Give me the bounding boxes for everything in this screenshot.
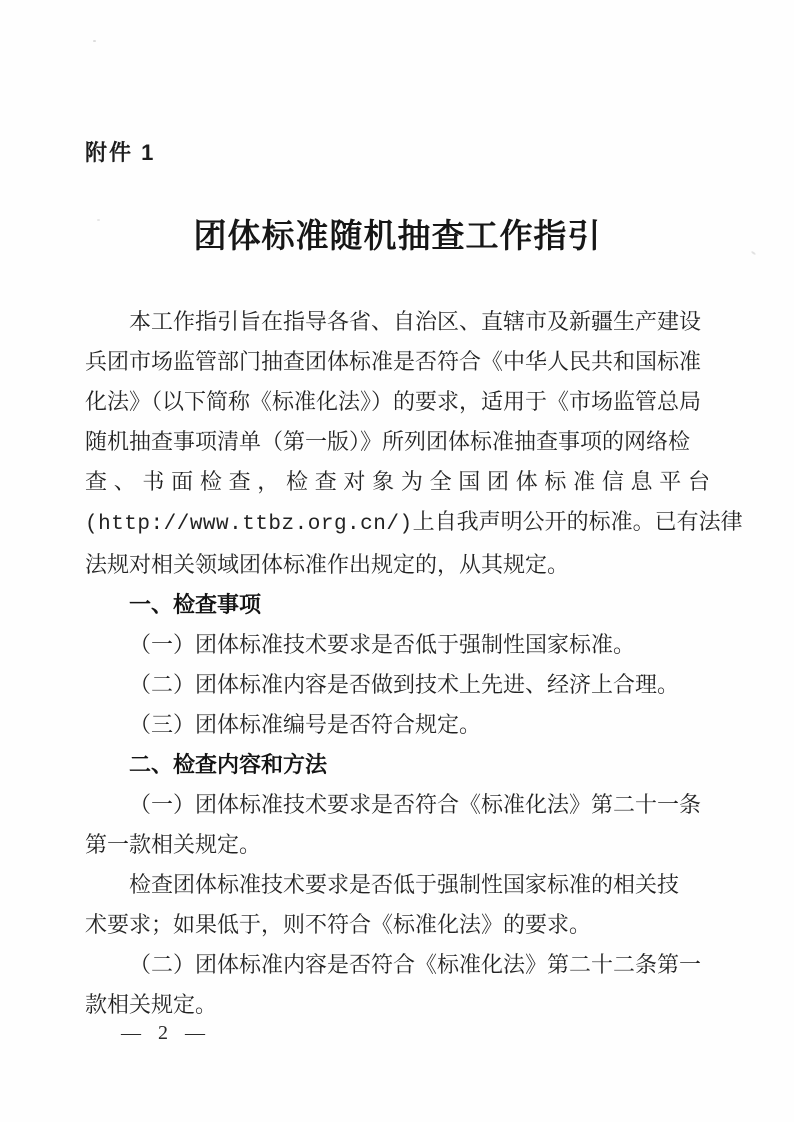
intro-line: 兵团市场监管部门抽查团体标准是否符合《中华人民共和国标准 — [85, 349, 702, 374]
intro-line-url — [85, 502, 743, 545]
page-number: — 2 — — [121, 1022, 211, 1044]
intro-line: 法规对相关领域团体标准作出规定的，从其规定。 — [85, 552, 570, 577]
intro-line: 上自我声明公开的标准。已有法律 — [412, 509, 743, 534]
section2-line: （一）团体标准技术要求是否符合《标准化法》第二十一条 — [129, 792, 702, 817]
platform-url: (http://www.ttbz.org.cn/) — [85, 513, 413, 536]
section2-line: 款相关规定。 — [85, 992, 218, 1017]
intro-line: 本工作指引旨在指导各省、自治区、直辖市及新疆生产建设 — [129, 309, 702, 334]
section1-item: （三）团体标准编号是否符合规定。 — [129, 712, 482, 737]
attachment-label: 附件 1 — [85, 140, 156, 165]
section1-item: （二）团体标准内容是否做到技术上先进、经济上合理。 — [129, 672, 680, 697]
section1-heading: 一、检查事项 — [129, 592, 262, 617]
document-title: 团体标准随机抽查工作指引 — [193, 217, 602, 254]
document-body — [85, 302, 743, 1025]
section2-line: 检查团体标准技术要求是否低于强制性国家标准的相关技 — [129, 872, 680, 897]
intro-line: 查、书面检查，检查对象为全国团体标准信息平台 — [85, 469, 710, 494]
scan-speck — [93, 40, 96, 42]
intro-line: 随机抽查事项清单（第一版）》所列团体标准抽查事项的网络检 — [85, 429, 691, 454]
section1-item: （一）团体标准技术要求是否低于强制性国家标准。 — [129, 632, 636, 657]
section2-line: 术要求；如果低于，则不符合《标准化法》的要求。 — [85, 912, 592, 937]
scan-speck — [97, 219, 100, 221]
intro-line: 化法》（以下简称《标准化法》）的要求，适用于《市场监管总局 — [85, 389, 702, 414]
section2-line: 第一款相关规定。 — [85, 832, 262, 857]
section2-line: （二）团体标准内容是否符合《标准化法》第二十二条第一 — [129, 952, 702, 977]
section2-heading: 二、检查内容和方法 — [129, 752, 328, 777]
